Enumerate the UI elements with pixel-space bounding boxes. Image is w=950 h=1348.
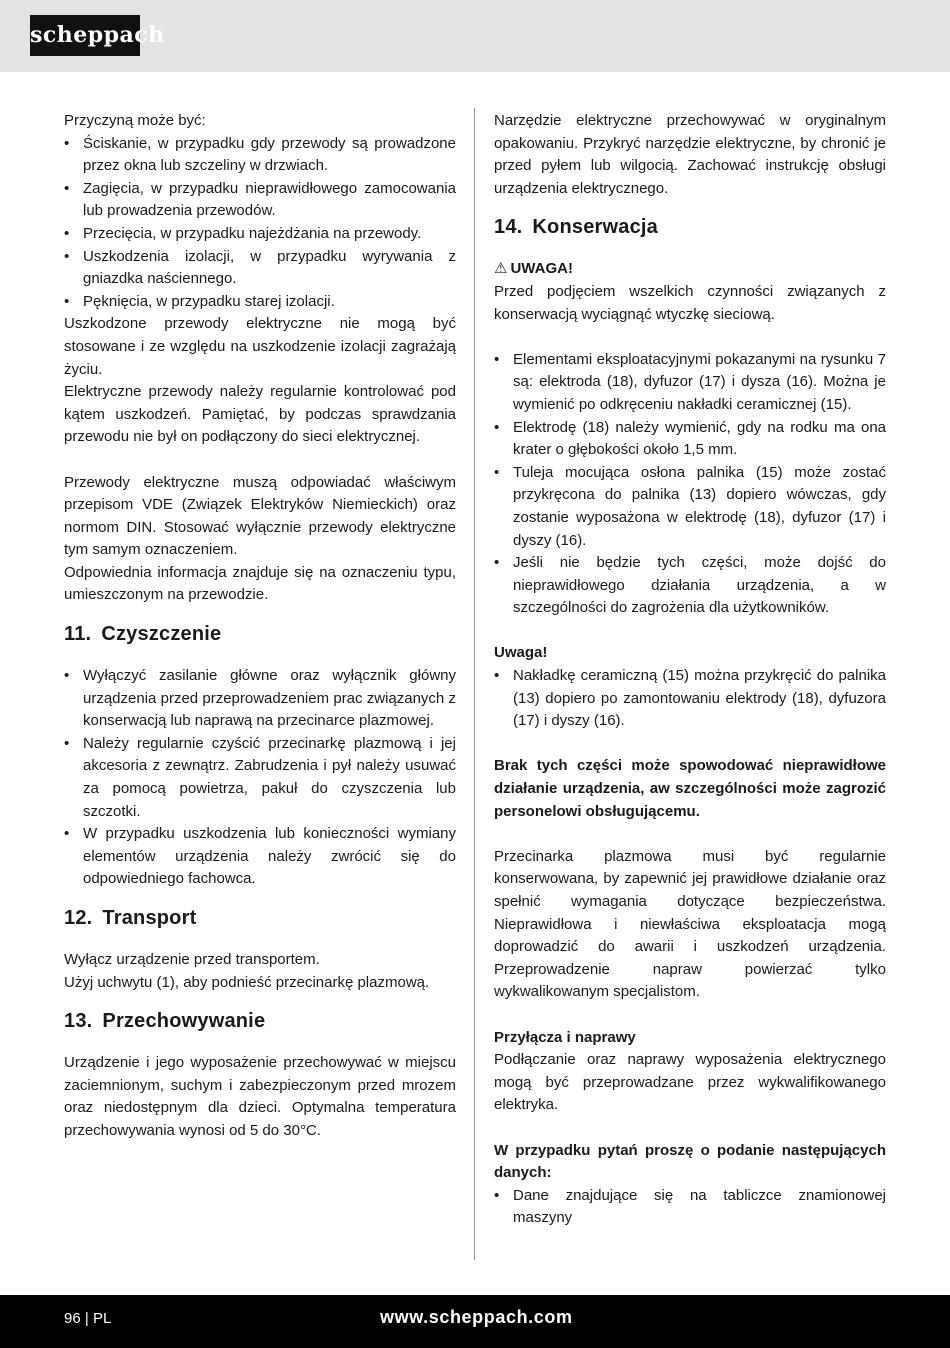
paragraph: Elektryczne przewody należy regularnie kontrolować pod kątem uszkodzeń. Pamiętać, by podczas sprawdzania przewodu nie był on podłączony do sieci elektrycznej. (64, 383, 456, 446)
causes-intro: Przyczyną może być: (64, 112, 206, 129)
list-item: • Elementami eksploatacyjnymi pokazanymi na rysunku 7 są: elektroda (18), dyfuzor (17) i dysza (16). Można je wymienić po odkręceniu nakładki ceramicznej (15). (494, 349, 886, 417)
footer-separator: | (84, 1310, 89, 1327)
questions-list (494, 1185, 886, 1230)
list-item: • Nakładkę ceramiczną (15) można przykręcić do palnika (13) dopiero po zamontowaniu elektrody (18), dyfuzora (17) i dyszy (16). (494, 665, 886, 733)
paragraph: Uszkodzone przewody elektryczne nie mogą być stosowane i ze względu na uszkodzenie izolacji zagrażają życiu. (64, 315, 456, 378)
footer-band (0, 1295, 950, 1348)
header-band (0, 0, 950, 72)
note-title: Uwaga! (494, 644, 548, 662)
paragraph: Narzędzie elektryczne przechowywać w oryginalnym opakowaniu. Przykryć narzędzie elektryczne, by chronić je przed pyłem lub wilgocią. Zachować instrukcję obsługi urządzenia elektrycznego. (494, 112, 886, 197)
list-item: • Wyłączyć zasilanie główne oraz wyłącznik główny urządzenia przed przeprowadzeniem prac związanych z konserwacją lub naprawą na przecinarce plazmowej. (64, 665, 456, 733)
section-number: 12. (64, 907, 93, 929)
language-code: PL (92, 1310, 112, 1327)
section-heading-cleaning (64, 621, 456, 647)
paragraph: Użyj uchwytu (1), aby podnieść przecinarkę plazmową. (64, 973, 430, 991)
website-url: www.scheppach.com (380, 1307, 573, 1327)
paragraph: Wyłącz urządzenie przed transportem. (64, 951, 320, 968)
note-list (494, 665, 886, 733)
section-number: 11. (64, 623, 92, 646)
bold-warning: Brak tych części może spowodować nieprawidłowe działanie urządzenia, aw szczególności może zagrozić personelowi obsługującemu. (494, 757, 886, 820)
list-item: • Dane znajdujące się na tabliczce znamionowej maszyny (494, 1185, 886, 1230)
scheppach-logo: scheppach (30, 15, 140, 56)
warning-title: ⚠ UWAGA! (494, 258, 886, 281)
maintenance-list (494, 349, 886, 620)
list-item: • Jeśli nie będzie tych części, może dojść do nieprawidłowego działania urządzenia, a w szczególności do zagrożenia dla użytkowników. (494, 552, 886, 620)
connections-title: Przyłącza i naprawy (494, 1028, 636, 1046)
list-item: • Należy regularnie czyścić przecinarkę plazmową i jej akcesoria z zewnątrz. Zabrudzenia i pył należy usuwać za pomocą powietrza, pakuł do czyszczenia lub szczotki. (64, 733, 456, 823)
paragraph: Przecinarka plazmowa musi być regularnie konserwowana, by zapewnić jej prawidłowe działanie oraz spełnić wymagania dotyczące bezpieczeństwa. Nieprawidłowa i niewłaściwa eksploatacja mogą doprowadzić do awarii i uszkodzeń urządzenia. Przeprowadzenie napraw powierzać tylko wykwalikowanym specjalistom. (494, 847, 886, 1001)
section-title: Transport (102, 907, 197, 929)
section-title: Czyszczenie (101, 623, 222, 646)
cleaning-list (64, 665, 456, 891)
left-column (64, 110, 456, 1143)
paragraph: Odpowiednia informacja znajduje się na oznaczeniu typu, umieszczonym na przewodzie. (64, 563, 456, 604)
list-item: • Elektrodę (18) należy wymienić, gdy na rodku ma ona krater o głębokości około 1,5 mm. (494, 417, 886, 462)
section-title: Konserwacja (532, 216, 658, 239)
list-item: • Ściskanie, w przypadku gdy przewody są prowadzone przez okna lub szczeliny w drzwiach. (64, 133, 456, 178)
section-heading-transport (64, 905, 456, 931)
section-title: Przechowywanie (102, 1010, 266, 1033)
right-column (494, 110, 886, 1230)
list-item: • Zagięcia, w przypadku nieprawidłowego zamocowania lub prowadzenia przewodów. (64, 178, 456, 223)
list-item: • Pęknięcia, w przypadku starej izolacji. (64, 291, 456, 314)
paragraph: Podłączanie oraz naprawy wyposażenia elektrycznego mogą być przeprowadzane przez wykwalifikowanego elektryka. (494, 1051, 886, 1114)
column-divider (474, 108, 475, 1260)
warning-icon: ⚠ (494, 260, 508, 278)
section-number: 14. (494, 216, 523, 239)
section-number: 13. (64, 1010, 93, 1033)
paragraph: Przewody elektryczne muszą odpowiadać właściwym przepisom VDE (Związek Elektryków Niemieckich) oraz normom DIN. Stosować wyłącznie przewody elektryczne tym samym oznaczeniem. (64, 473, 456, 559)
section-heading-storage (64, 1008, 456, 1034)
causes-list (64, 133, 456, 314)
page-number: 96 | PL (64, 1310, 112, 1327)
list-item: • Przecięcia, w przypadku najeżdżania na przewody. (64, 223, 456, 246)
list-item: • Tuleja mocująca osłona palnika (15) może zostać przykręcona do palnika (13) dopiero wówczas, gdy zostanie wyposażona w elektrodę (18), dyfuzor (17) i dyszy (16). (494, 462, 886, 552)
warning-text: Przed podjęciem wszelkich czynności związanych z konserwacją wyciągnąć wtyczkę sieciową. (494, 282, 886, 323)
list-item: • W przypadku uszkodzenia lub konieczności wymiany elementów urządzenia należy zwrócić się do odpowiedniego fachowca. (64, 823, 456, 891)
paragraph: Urządzenie i jego wyposażenie przechowywać w miejscu zaciemnionym, suchym i zabezpieczonym przed mrozem oraz niedostępnym dla dzieci. Optymalna temperatura przechowywania wynosi od 5 do 30°C. (64, 1054, 456, 1139)
section-heading-maintenance (494, 214, 886, 240)
questions-title: W przypadku pytań proszę o podanie następujących danych: (494, 1141, 886, 1182)
list-item: • Uszkodzenia izolacji, w przypadku wyrywania z gniazdka naściennego. (64, 246, 456, 291)
